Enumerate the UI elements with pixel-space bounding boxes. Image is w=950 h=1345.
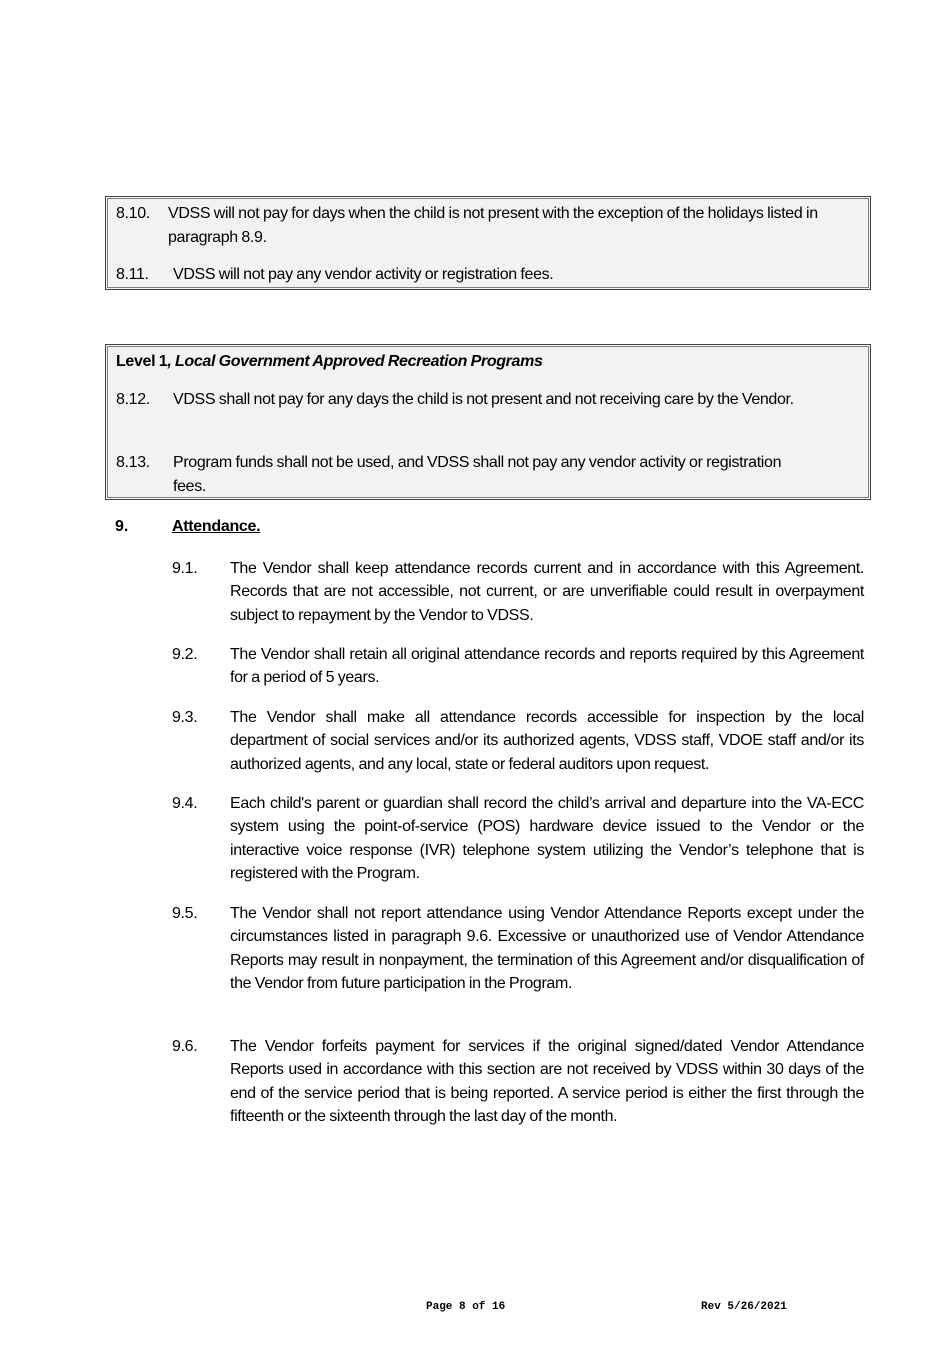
paragraph-number: 9.6.	[172, 1038, 198, 1055]
section-title: Attendance.	[172, 518, 261, 535]
item-number: 8.10.	[116, 205, 150, 222]
paragraph-number: 9.1.	[172, 560, 198, 577]
footer-page-number: Page 8 of 16	[426, 1301, 506, 1313]
shaded-box-level-1	[105, 344, 871, 500]
item-text: VDSS will not pay any vendor activity or registration fees.	[173, 266, 554, 283]
heading-italic: , Local Government Approved Recreation Programs	[167, 353, 543, 370]
heading-bold: Level 1	[116, 353, 168, 370]
shaded-box-8-10-8-11	[105, 196, 871, 290]
paragraph-text: Each child's parent or guardian shall record the child’s arrival and departure into the VA-ECC system using the point-of-service (POS) hardware device issued to the Vendor or the interactive voice response (IVR) telephone system utilizing the Vendor’s telephone that is registered with the Program.	[230, 795, 864, 883]
paragraph-text: The Vendor shall keep attendance records current and in accordance with this Agreement. Records that are not accessible, not current, or are unverifiable could result in overpayment subject to repayment by the Vendor to VDSS.	[230, 560, 864, 624]
paragraph-text: The Vendor shall not report attendance using Vendor Attendance Reports except under the circumstances listed in paragraph 9.6. Excessive or unauthorized use of Vendor Attendance Reports may result in nonpayment, the termination of this Agreement and/or disqualification of the Vendor from future participation in the Program.	[230, 905, 864, 993]
section-number: 9.	[115, 518, 129, 535]
paragraph-number: 9.5.	[172, 905, 198, 922]
item-number: 8.11.	[116, 266, 149, 283]
box-heading	[116, 350, 543, 374]
item-number: 8.13.	[116, 454, 150, 471]
item-text: Program funds shall not be used, and VDSS shall not pay any vendor activity or registration fees.	[173, 454, 782, 495]
paragraph-number: 9.4.	[172, 795, 198, 812]
paragraph-number: 9.2.	[172, 646, 198, 663]
paragraph-text: The Vendor shall retain all original attendance records and reports required by this Agreement for a period of 5 years.	[230, 646, 864, 687]
paragraph-text: The Vendor forfeits payment for services if the original signed/dated Vendor Attendance Reports used in accordance with this section are not received by VDSS within 30 days of the end of the service period that is being reported. A service period is either the first through the fifteenth or the sixteenth through the last day of the month.	[230, 1038, 864, 1126]
paragraph-text: The Vendor shall make all attendance records accessible for inspection by the local department of social services and/or its authorized agents, VDSS staff, VDOE staff and/or its authorized agents, and any local, state or federal auditors upon request.	[230, 709, 864, 773]
item-number: 8.12.	[116, 391, 150, 408]
item-text: VDSS shall not pay for any days the child is not present and not receiving care by the Vendor.	[173, 391, 794, 408]
item-text: VDSS will not pay for days when the child is not present with the exception of the holidays listed in paragraph 8.9.	[168, 205, 818, 246]
paragraph-number: 9.3.	[172, 709, 198, 726]
footer-revision: Rev 5/26/2021	[701, 1301, 787, 1313]
